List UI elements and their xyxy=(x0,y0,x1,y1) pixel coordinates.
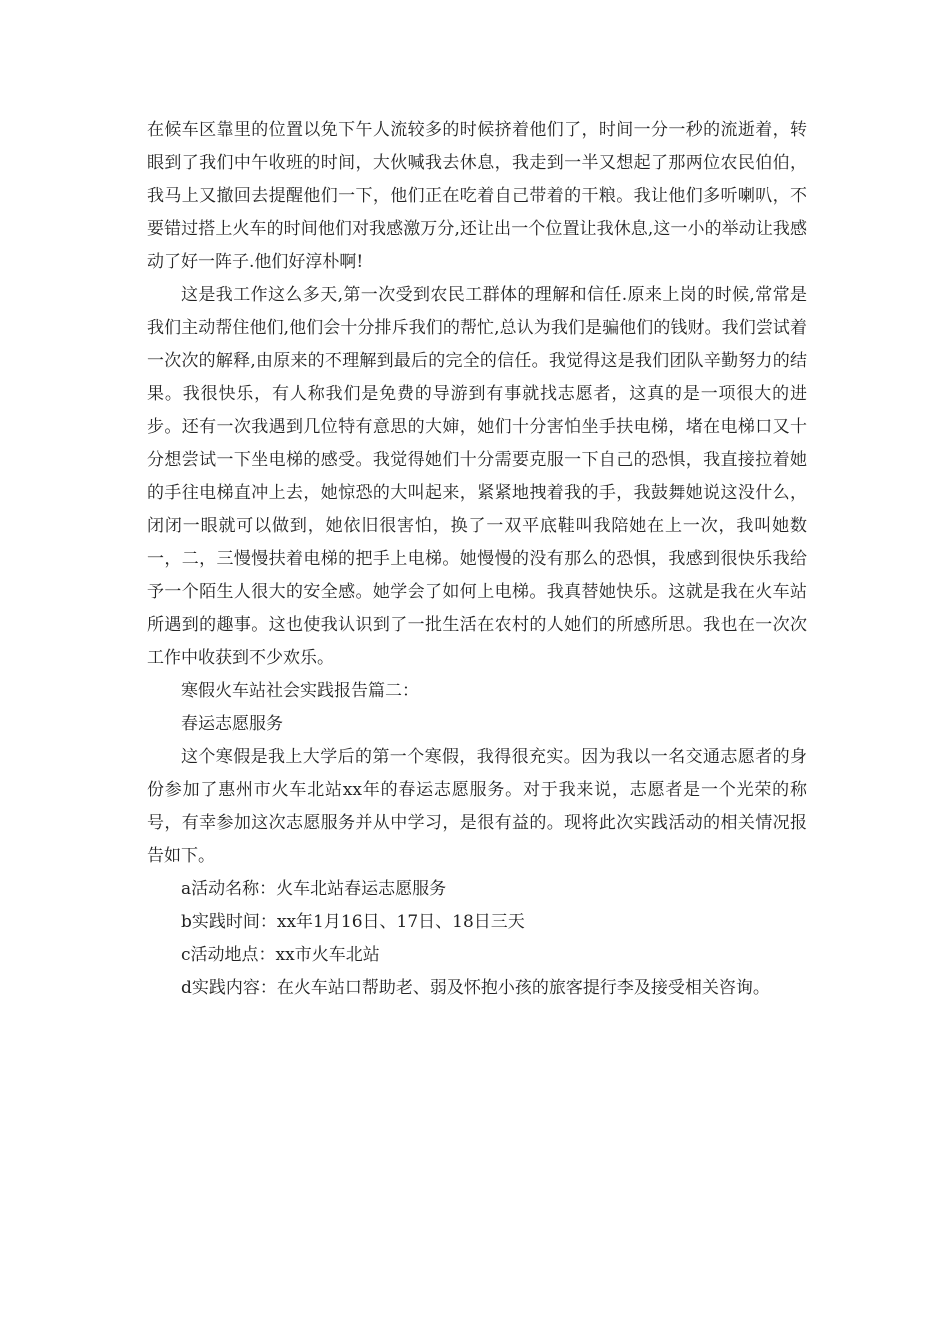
section-heading: 寒假火车站社会实践报告篇二： xyxy=(181,681,419,701)
section-subtitle: 春运志愿服务 xyxy=(181,714,283,734)
document-body xyxy=(147,114,807,1005)
paragraph-intro: 这个寒假是我上大学后的第一个寒假，我得很充实。因为我以一名交通志愿者的身份参加了惠州市火车北站xx年的春运志愿服务。对于我来说，志愿者是一个光荣的称号，有幸参加这次志愿服务并从中学习，是很有益的。现将此次实践活动的相关情况报告如下。 xyxy=(147,747,807,866)
paragraph-trust: 这是我工作这么多天,第一次受到农民工群体的理解和信任.原来上岗的时候,常常是我们主动帮住他们,他们会十分排斥我们的帮忙,总认为我们是骗他们的钱财。我们尝试着一次次的解释,由原来的不理解到最后的完全的信任。我觉得这是我们团队辛勤努力的结果。我很快乐，有人称我们是免费的导游到有事就找志愿者，这真的是一项很大的进步。还有一次我遇到几位特有意思的大婶，她们十分害怕坐手扶电梯，堵在电梯口又十分想尝试一下坐电梯的感受。我觉得她们十分需要克服一下自己的恐惧，我直接拉着她的手往电梯直冲上去，她惊恐的大叫起来，紧紧地拽着我的手，我鼓舞她说这没什么，闭闭一眼就可以做到，她依旧很害怕，换了一双平底鞋叫我陪她在上一次，我叫她数一，二，三慢慢扶着电梯的把手上电梯。她慢慢的没有那么的恐惧，我感到很快乐我给予一个陌生人很大的安全感。她学会了如何上电梯。我真替她快乐。这就是我在火车站所遇到的趣事。这也使我认识到了一批生活在农村的人她们的所感所思。我也在一次次工作中收获到不少欢乐。 xyxy=(147,285,807,668)
item-practice-content: d实践内容：在火车站口帮助老、弱及怀抱小孩的旅客提行李及接受相关咨询。 xyxy=(181,978,770,998)
paragraph-continuation: 在候车区靠里的位置以免下午人流较多的时候挤着他们了，时间一分一秒的流逝着，转眼到了我们中午收班的时间，大伙喊我去休息，我走到一半又想起了那两位农民伯伯，我马上又撤回去提醒他们一下，他们正在吃着自己带着的干粮。我让他们多听喇叭，不要错过搭上火车的时间他们对我感激万分,还让出一个位置让我休息,这一小的举动让我感动了好一阵子.他们好淳朴啊! xyxy=(147,120,807,272)
item-activity-name: a活动名称：火车北站春运志愿服务 xyxy=(181,879,447,899)
item-practice-time: b实践时间：xx年1月16日、17日、18日三天 xyxy=(181,912,525,932)
item-activity-location: c活动地点：xx市火车北站 xyxy=(181,945,380,965)
